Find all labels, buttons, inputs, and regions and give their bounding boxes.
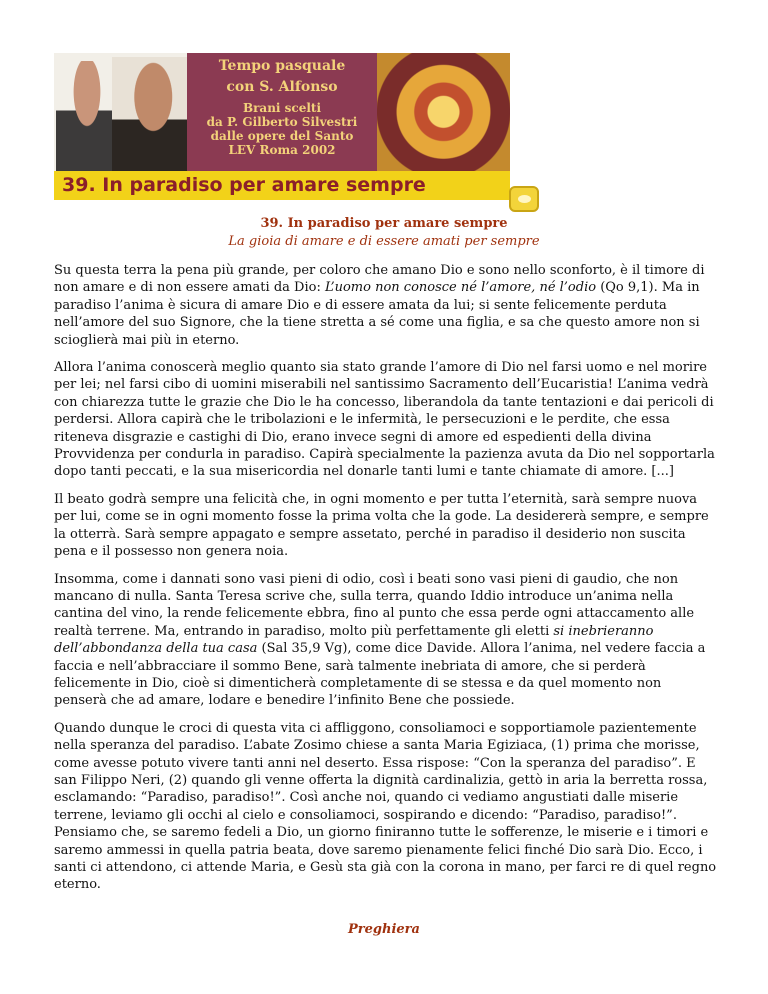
banner-line-4: da P. Gilberto Silvestri xyxy=(206,115,358,129)
banner-line-5: dalle opere del Santo xyxy=(210,129,354,143)
paragraph-4-text-end: (Sal 35,9 Vg), come dice Davide. Allora l’anima, nel vedere faccia a faccia e nell’abbracciare il sommo Bene, sarà talmente inebriata di amore, che si perderà felicemente in Dio, cioè si dimenticherà completamente di se stessa e da quel momento non penserà che ad amare, lodare e benedire l’infinito Bene che possiede. xyxy=(54,641,706,709)
paragraph-1-quote: L’uomo non conosce né l’amore, né l’odio xyxy=(324,280,597,296)
header-banner xyxy=(54,53,510,200)
banner-line-3: Brani scelti xyxy=(242,101,322,115)
saint-portrait xyxy=(112,57,187,171)
paragraph-1-text-end: (Qo 9,1). Ma in paradiso l’anima è sicura di amare Dio e di essere amata da lui; si sente felicemente perduta nell’amore del suo Signore, che la tiene stretta a sé come una figlia, e sa che questo amore non si scioglierà mai più in eterno. xyxy=(54,280,700,348)
banner-strip-text: 39. In paradiso per amare sempre xyxy=(62,174,426,196)
paragraph-3: Il beato godrà sempre una felicità che, in ogni momento e per tutta l’eternità, sarà sempre nuova per lui, come se in ogni momento fosse la prima volta che la gode. La desidererà sempre, e sempre la otterrà. Sarà sempre appagato e sempre assetato, perché in paradiso il desiderio non suscita pena e il possesso non genera noia. xyxy=(54,491,709,560)
banner-line-1: Tempo pasquale xyxy=(218,58,346,74)
prayer-heading: Preghiera xyxy=(348,922,420,937)
article-body xyxy=(54,262,718,904)
banner-text xyxy=(187,53,377,171)
paragraph-4-text: Insomma, come i dannati sono vasi pieni di odio, così i beati sono vasi pieni di gaudio, che non mancano di nulla. Santa Teresa scrive che, sulla terra, quando Iddio introduce un’anima nella cantina del vino, la rende felicemente ebbra, fino al punto che essa perde ogni attaccamento alle realtà terrene. Ma, entrando in paradiso, molto più perfettamente gli eletti xyxy=(54,571,695,639)
article-title: 39. In paradiso per amare sempre xyxy=(260,216,508,231)
paragraph-1-text: Su questa terra la pena più grande, per coloro che amano Dio e sono nello sconforto, è il timore di non amare e di non essere amati da Dio: xyxy=(54,263,705,296)
banner-line-2: con S. Alfonso xyxy=(226,79,338,95)
paragraph-4 xyxy=(54,571,718,710)
paragraph-1 xyxy=(54,262,718,349)
comment-icon[interactable] xyxy=(509,186,539,212)
paragraph-2: Allora l’anima conoscerà meglio quanto sia stato grande l’amore di Dio nel farsi uomo e nel morire per lei; nel farsi cibo di uomini miserabili nel santissimo Sacramento dell’Eucaristia! L’anima vedrà con chiarezza tutte le grazie che Dio le ha concesso, liberandola da tante tentazioni e dai pericoli di perdersi. Allora capirà che le tribolazioni e le infermità, le persecuzioni e le perdite, che essa riteneva disgrazie e castighi di Dio, erano invece segni di amore ed espedienti della divina Provvidenza per condurla in paradiso. Capirà specialmente la pazienza avuta da Dio nel sopportarla dopo tanti peccati, e la sua misericordia nel donarle tanti lumi e tante chiamate di amore. [...] xyxy=(54,360,715,480)
article-subtitle: La gioia di amare e di essere amati per sempre xyxy=(228,234,540,249)
banner-line-6: LEV Roma 2002 xyxy=(228,143,336,157)
authors-photo xyxy=(54,53,187,171)
paragraph-5: Quando dunque le croci di questa vita ci affliggono, consoliamoci e sopportiamole pazientemente nella speranza del paradiso. L’abate Zosimo chiese a santa Maria Egiziaca, (1) prima che morisse, come avesse potuto vivere tanti anni nel deserto. Essa rispose: “Con la speranza del paradiso”. E san Filippo Neri, (2) quando gli venne offerta la dignità cardinalizia, gettò in aria la berretta rossa, esclamando: “Paradiso, paradiso!”. Così anche noi, quando ci vediamo angustiati dalle miserie terrene, leviamo gli occhi al cielo e consoliamoci, sospirando e dicendo: “Paradiso, paradiso!”. Pensiamo che, se saremo fedeli a Dio, un giorno finiranno tutte le sofferenze, le miserie e i timori e saremo ammessi in quella patria beata, dove saremo pienamente felici finché Dio sarà Dio. Ecco, i santi ci attendono, ci attende Maria, e Gesù sta già con la corona in mano, per farci re di quel regno eterno. xyxy=(54,720,717,893)
paragraph-4-quote: si inebrieranno dell’abbondanza della tua casa xyxy=(54,623,654,657)
author-portrait xyxy=(56,61,118,171)
banner-title-strip xyxy=(54,171,510,200)
